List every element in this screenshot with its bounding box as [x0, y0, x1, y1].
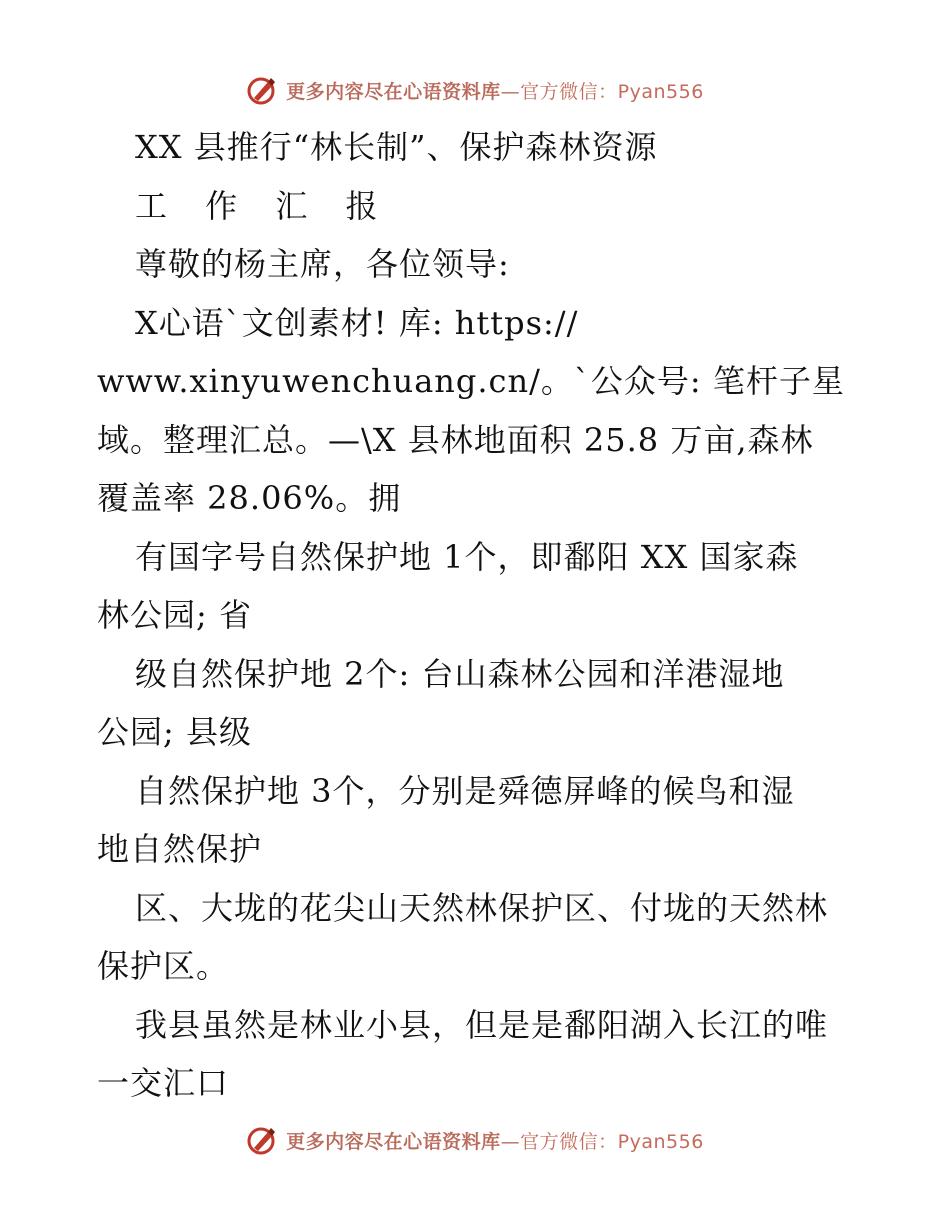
text-line: X心语`文创素材! 库: https:// [135, 303, 579, 342]
text-line: 级自然保护地 2个: 台山森林公园和洋港湿地 [135, 654, 785, 693]
watermark-text [286, 1127, 704, 1154]
pen-logo-icon [246, 1124, 278, 1156]
watermark-wechat: 官方微信：Pyan556 [520, 80, 704, 103]
text-line: 区、大垅的花尖山天然林保护区、付垅的天然林 [135, 888, 829, 927]
text-line: 公园; 县级 [97, 713, 252, 751]
text-line: 覆盖率 28.06%。拥 [97, 479, 402, 517]
document-subtitle: 工 作 汇 报 [135, 186, 392, 225]
text-line: 林公园; 省 [97, 596, 252, 634]
footer-watermark [0, 1120, 950, 1160]
text-line: 一交汇口 [97, 1064, 230, 1102]
text-line: 有国字号自然保护地 1个，即鄱阳 XX 国家森 [135, 537, 799, 576]
text-line: 自然保护地 3个，分别是舜德屏峰的候鸟和湿 [135, 771, 795, 810]
watermark-separator: — [500, 1130, 521, 1153]
header-watermark [0, 70, 950, 110]
text-line: 地自然保护 [97, 830, 263, 868]
document-body [97, 118, 857, 1113]
watermark-group [246, 1124, 704, 1156]
text-line: www.xinyuwenchuang.cn/。`公众号: 笔杆子星 [97, 362, 845, 400]
watermark-main: 更多内容尽在心语资料库 [286, 80, 501, 103]
watermark-group [246, 74, 704, 106]
watermark-wechat: 官方微信：Pyan556 [520, 1130, 704, 1153]
pen-logo-icon [246, 74, 278, 106]
text-line: 尊敬的杨主席，各位领导: [135, 245, 510, 283]
text-line: 我县虽然是林业小县，但是是鄱阳湖入长江的唯 [135, 1005, 829, 1044]
watermark-text [286, 77, 704, 104]
watermark-main: 更多内容尽在心语资料库 [286, 1130, 501, 1153]
text-line: 域。整理汇总。—\X 县林地面积 25.8 万亩,森林 [97, 420, 814, 459]
watermark-separator: — [500, 80, 521, 103]
document-title: XX 县推行“林长制”、保护森林资源 [135, 128, 658, 166]
text-line: 保护区。 [97, 947, 230, 985]
